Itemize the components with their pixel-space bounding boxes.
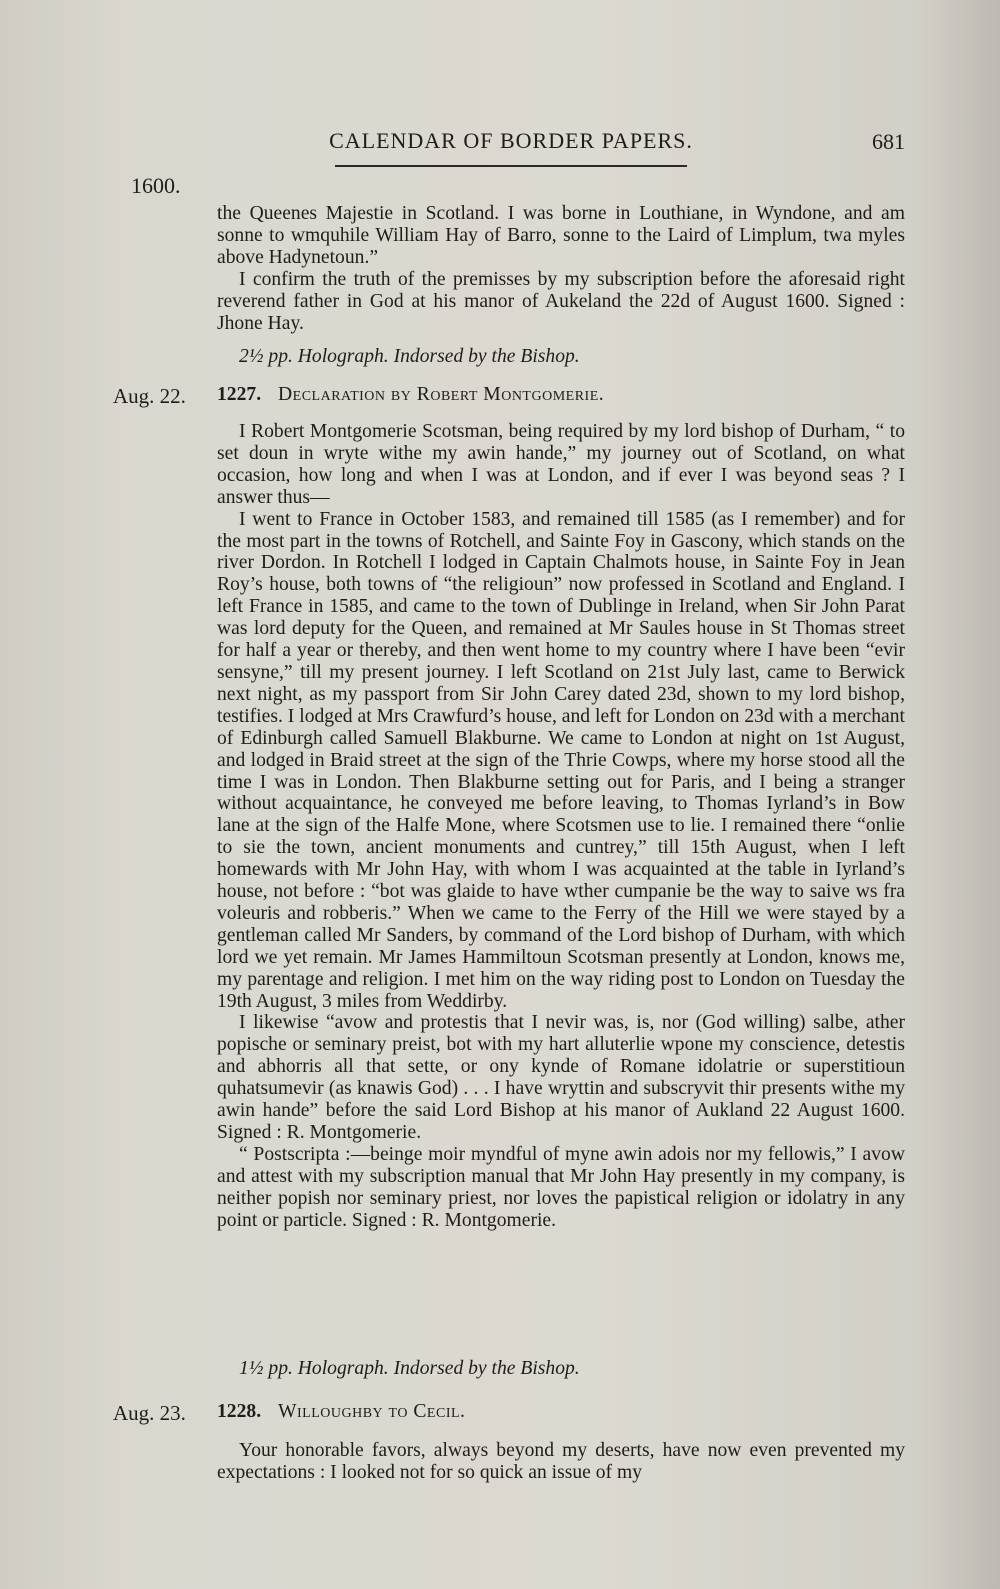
- entry-1228-title: Willoughby to Cecil.: [278, 1401, 466, 1422]
- continuation-paragraph-1: the Queenes Majestie in Scotland. I was borne in Louthiane, in Wyndone, and am sonne to wmquhile William Hay of Barro, sonne to the Laird of Limplum, twa myles above Hadynetoun.”: [217, 203, 905, 268]
- continuation-note: 2½ pp. Holograph. Indorsed by the Bishop.: [239, 346, 580, 367]
- continuation-text: [217, 203, 905, 334]
- entry-1227-heading: [217, 384, 604, 406]
- entry-1227-date: Aug. 22.: [113, 384, 186, 408]
- entry-1227-title: Declaration by Robert Montgomerie.: [278, 384, 605, 405]
- header-rule: [335, 165, 687, 167]
- entry-1228-text: [217, 1440, 905, 1484]
- entry-1228-heading: [217, 1401, 465, 1423]
- margin-year: 1600.: [131, 173, 181, 198]
- entry-1228-paragraph-1: Your honorable favors, always beyond my deserts, have now even prevented my expectations : I looked not for so quick an issue of my: [217, 1440, 905, 1483]
- page-number: 681: [872, 129, 905, 154]
- entry-1227-note: 1½ pp. Holograph. Indorsed by the Bishop.: [239, 1358, 580, 1379]
- entry-1227-paragraph-2: I went to France in October 1583, and remained till 1585 (as I remember) and for the most part in the towns of Rotchell, and Sainte Foy in Gascony, which stands on the river Dordon. In Rotchell I lodged in Captain Chalmots house, in Sainte Foy in Jean Roy’s house, both towns of “the religioun” now professed in Scotland and England. I left France in 1585, and came to the town of Dublinge in Ireland, when Sir John Parat was lord deputy for the Queen, and remained at Mr Saules house in St Thomas street for half a year or thereby, and then went home to my country where I have been “evir sensyne,” till my present journey. I left Scotland on 21st July last, came to Berwick next night, as my passport from Sir John Carey dated 23d, shown to my lord bishop, testifies. I lodged at Mrs Crawfurd’s house, and left for London on 23d with a merchant of Edinburgh called Samuell Blakburne. We came to London at night on 1st August, and lodged in Braid street at the sign of the Thrie Cowps, where my horse stood all the time I was in London. Then Blakburne setting out for Paris, and I being a stranger without acquaintance, he conveyed me before leaving, to Thomas Iyrland’s in Bow lane at the sign of the Halfe Mone, where Scotsmen use to lie. I remained there “onlie to sie the town, ancient monuments and cuntrey,” till 15th August, when I left homewards with Mr John Hay, with whom I was acquainted at the table in Iyrland’s house, not before : “bot was glaide to have wther cumpanie be the way to saive ws fra voleuris and robberis.” When we came to the Ferry of the Hill we were stayed by a gentleman called Mr Sanders, by command of the Lord bishop of Durham, with which lord we yet remain. Mr James Hammiltoun Scotsman presently at London, knows me, my parentage and religion. I met him on the way riding post to London on Tuesday the 19th August, 3 miles from Weddirby.: [217, 508, 905, 1012]
- entry-1227-text: [217, 421, 905, 1232]
- running-header: CALENDAR OF BORDER PAPERS.: [329, 128, 693, 153]
- entry-1228-date: Aug. 23.: [113, 1401, 186, 1425]
- continuation-paragraph-2: I confirm the truth of the premisses by my subscription before the aforesaid right reverend father in God at his manor of Aukeland the 22d of August 1600. Signed : Jhone Hay.: [217, 268, 905, 334]
- entry-1228-number: 1228.: [217, 1401, 262, 1422]
- entry-1227-paragraph-4: “ Postscripta :—beinge moir myndful of myne awin adois nor my fellowis,” I avow and attest with my subscription manual that Mr John Hay presently in my company, is neither popish nor seminary priest, nor loves the papistical religion or idolatry in any point or particle. Signed : R. Montgomerie.: [217, 1143, 905, 1231]
- entry-1227-paragraph-1: I Robert Montgomerie Scotsman, being required by my lord bishop of Durham, “ to set doun in wryte withe my awin hande,” my journey out of Scotland, on what occasion, how long and when I was at London, and if ever I was beyond seas ? I answer thus—: [217, 421, 905, 508]
- entry-1227-paragraph-3: I likewise “avow and protestis that I nevir was, is, nor (God willing) salbe, ather popische or seminary preist, bot with my hart alluterlie wpone my conscience, detestis and abhorris all that sette, or ony kynde of Romane idolatrie or superstitioun quhatsumevir (as knawis God) . . . I have wryttin and subscryvit thir presents withe my awin hande” before the said Lord Bishop at his manor of Aukland 22 August 1600. Signed : R. Montgomerie.: [217, 1012, 905, 1143]
- entry-1227-number: 1227.: [217, 384, 262, 405]
